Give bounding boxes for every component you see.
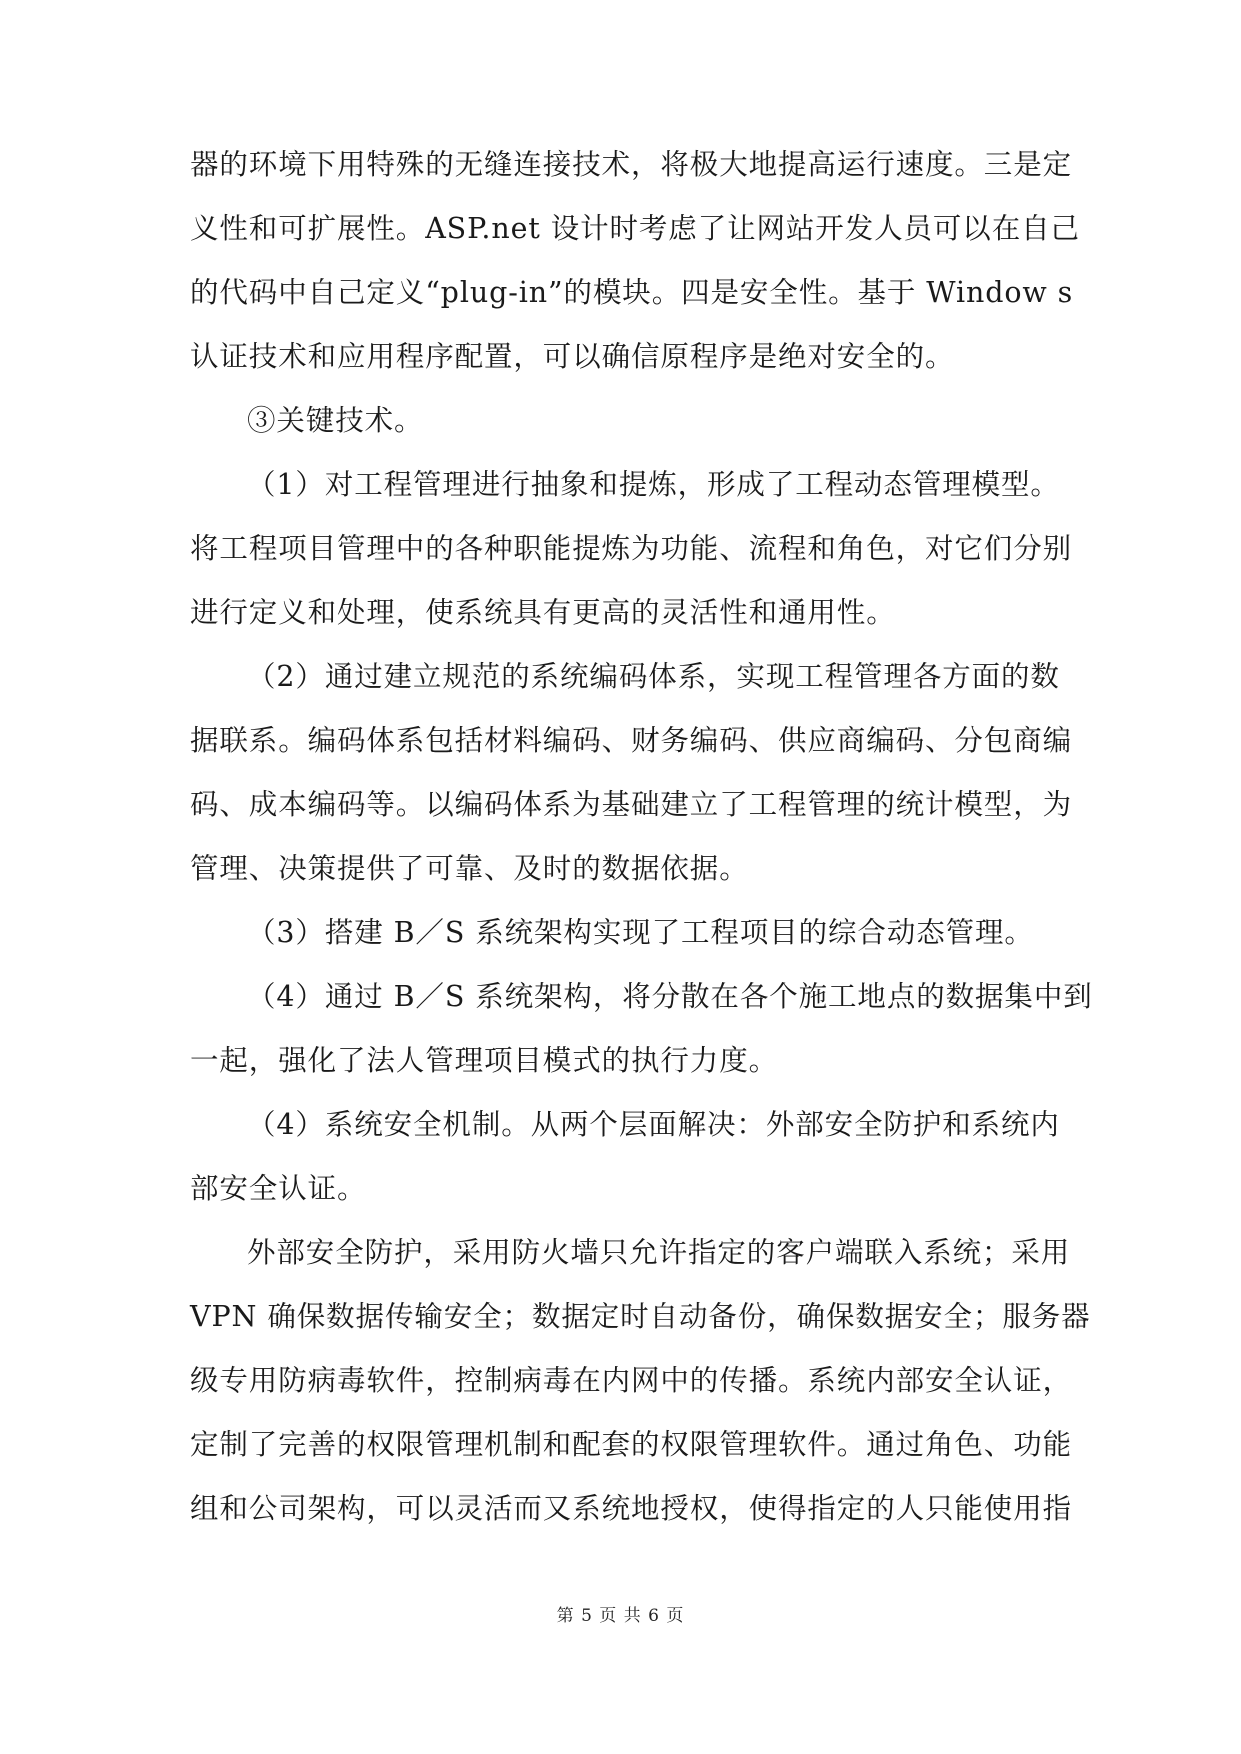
- body-line: 据联系。编码体系包括材料编码、财务编码、供应商编码、分包商编: [190, 724, 1073, 757]
- body-line: 定制了完善的权限管理机制和配套的权限管理软件。通过角色、功能: [190, 1428, 1073, 1461]
- body-line: 组和公司架构，可以灵活而又系统地授权，使得指定的人只能使用指: [190, 1492, 1073, 1525]
- body-line: 外部安全防护，采用防火墙只允许指定的客户端联入系统；采用: [247, 1236, 1071, 1269]
- body-line: 认证技术和应用程序配置，可以确信原程序是绝对安全的。: [190, 340, 955, 373]
- body-line: 一起，强化了法人管理项目模式的执行力度。: [190, 1044, 779, 1077]
- body-line: （4）系统安全机制。从两个层面解决：外部安全防护和系统内: [247, 1108, 1060, 1141]
- body-line: 器的环境下用特殊的无缝连接技术，将极大地提高运行速度。三是定: [190, 148, 1073, 181]
- section-heading: ③关键技术。: [247, 404, 424, 437]
- body-line: （2）通过建立规范的系统编码体系，实现工程管理各方面的数: [247, 660, 1060, 693]
- body-line: 义性和可扩展性。ASP.net 设计时考虑了让网站开发人员可以在自己: [190, 212, 1080, 245]
- body-line: 部安全认证。: [190, 1172, 367, 1205]
- body-line: 级专用防病毒软件，控制病毒在内网中的传播。系统内部安全认证，: [190, 1364, 1073, 1397]
- body-line: （4）通过 B／S 系统架构，将分散在各个施工地点的数据集中到: [247, 980, 1093, 1013]
- body-line: （1）对工程管理进行抽象和提炼，形成了工程动态管理模型。: [247, 468, 1060, 501]
- page-footer: 第 5 页 共 6 页: [556, 1606, 685, 1626]
- body-line: 进行定义和处理，使系统具有更高的灵活性和通用性。: [190, 596, 896, 629]
- body-line: （3）搭建 B／S 系统架构实现了工程项目的综合动态管理。: [247, 916, 1034, 949]
- body-line: 将工程项目管理中的各种职能提炼为功能、流程和角色，对它们分别: [190, 532, 1073, 565]
- body-line: 管理、决策提供了可靠、及时的数据依据。: [190, 852, 749, 885]
- body-line: 码、成本编码等。以编码体系为基础建立了工程管理的统计模型，为: [190, 788, 1073, 821]
- body-line: 的代码中自己定义“plug-in”的模块。四是安全性。基于 Window s: [190, 276, 1074, 309]
- body-line: VPN 确保数据传输安全；数据定时自动备份，确保数据安全；服务器: [190, 1300, 1091, 1333]
